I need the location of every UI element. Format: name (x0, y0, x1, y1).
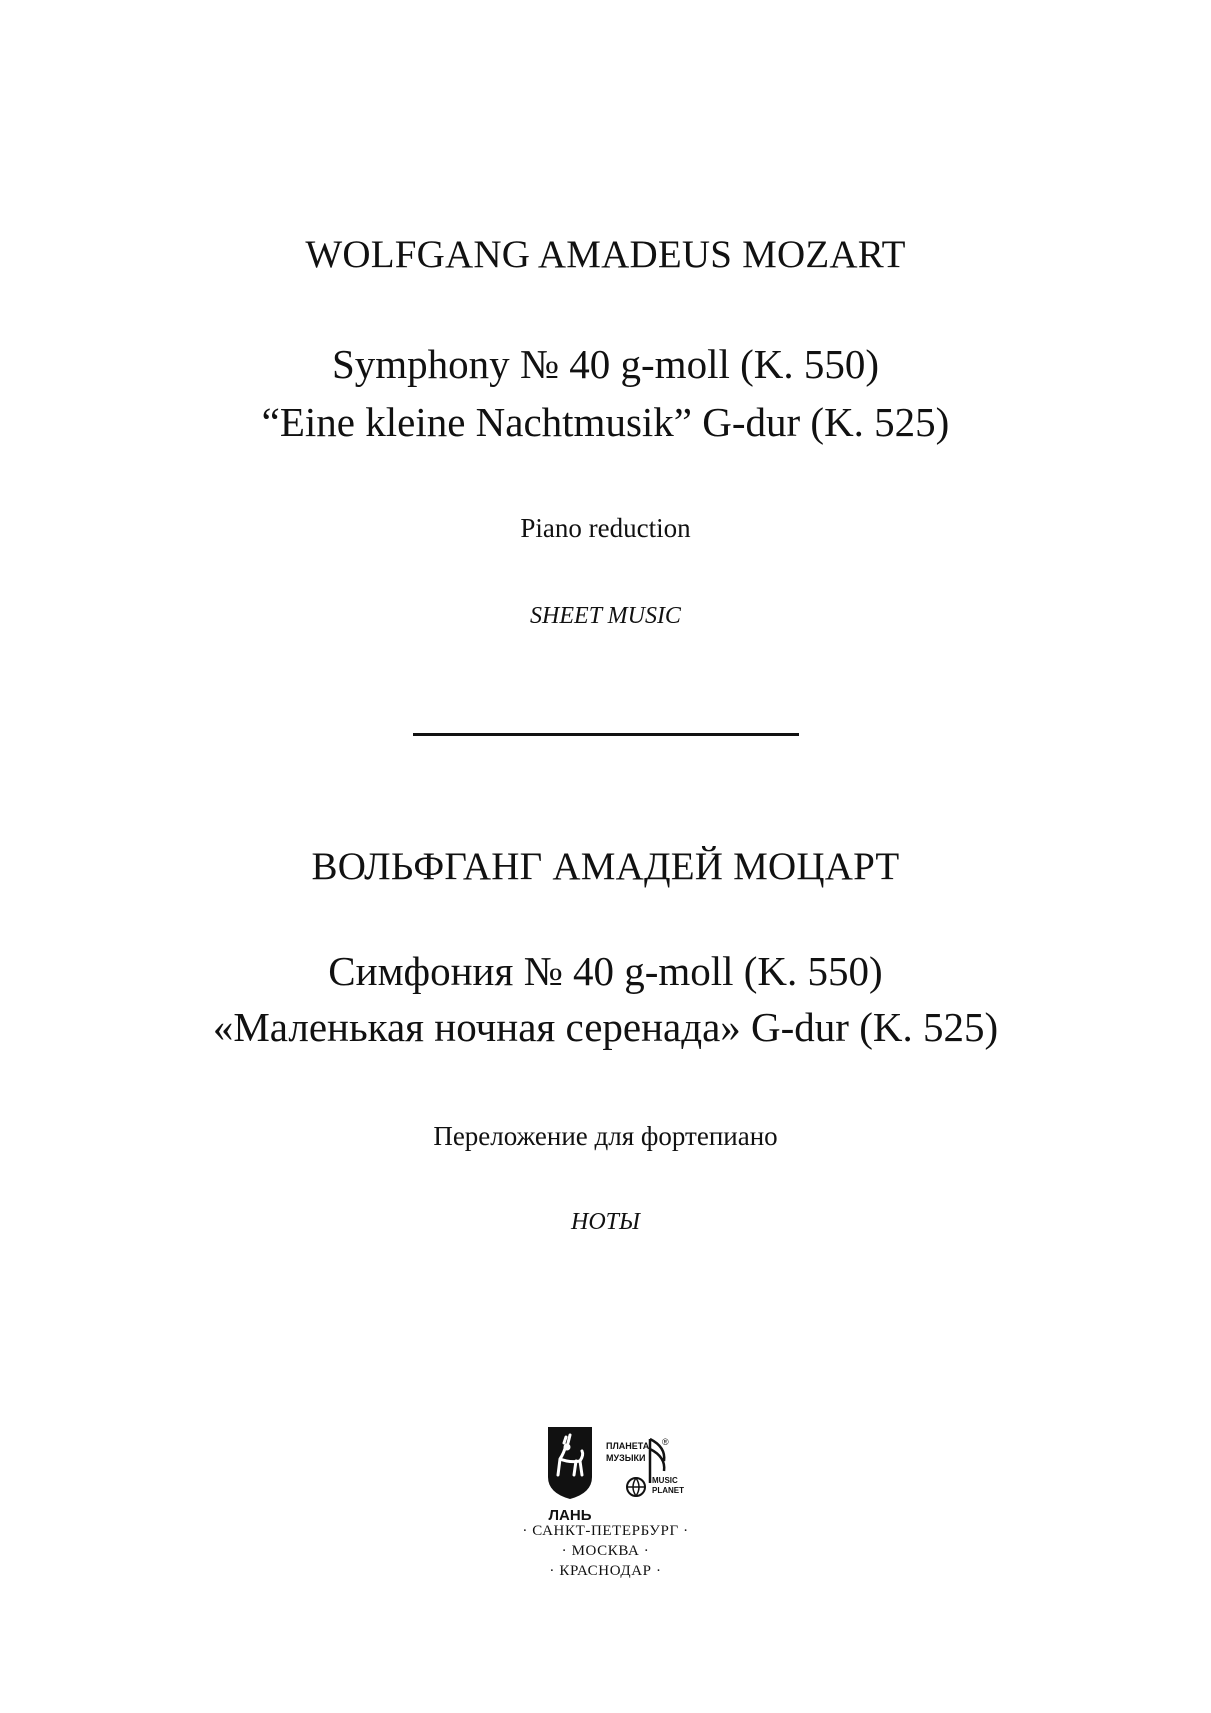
russian-work-title-2: «Маленькая ночная серенада» G-dur (K. 525) (212, 1004, 999, 1050)
music-planet-text-2: PLANET (652, 1486, 684, 1495)
russian-composer: ВОЛЬФГАНГ АМАДЕЙ МОЦАРТ (311, 845, 900, 888)
divider-rule (413, 733, 799, 736)
english-genre: SHEET MUSIC (530, 603, 681, 629)
russian-genre: НОТЫ (571, 1209, 640, 1235)
english-subtitle: Piano reduction (520, 513, 691, 543)
english-work-title-2: “Eine kleine Nachtmusik” G-dur (K. 525) (261, 399, 950, 445)
planet-text-2: МУЗЫКИ (606, 1453, 646, 1463)
registered-mark: ® (662, 1437, 669, 1447)
globe-icon (627, 1478, 645, 1496)
planet-text-1: ПЛАНЕТА (606, 1441, 650, 1451)
music-planet-text-1: MUSIC (652, 1476, 678, 1485)
publisher-city-1: · САНКТ-ПЕТЕРБУРГ · (522, 1523, 689, 1539)
english-work-title-1: Symphony № 40 g-moll (K. 550) (331, 341, 880, 387)
russian-subtitle: Переложение для фортепиано (433, 1121, 778, 1151)
lan-deer-emblem-icon (548, 1427, 592, 1499)
english-composer: WOLFGANG AMADEUS MOZART (305, 233, 906, 276)
publisher-city-2: · МОСКВА · (561, 1543, 650, 1559)
russian-work-title-1: Симфония № 40 g-moll (K. 550) (328, 948, 883, 994)
publisher-city-3: · КРАСНОДАР · (549, 1563, 662, 1579)
lan-wordmark: ЛАНЬ (548, 1507, 592, 1524)
